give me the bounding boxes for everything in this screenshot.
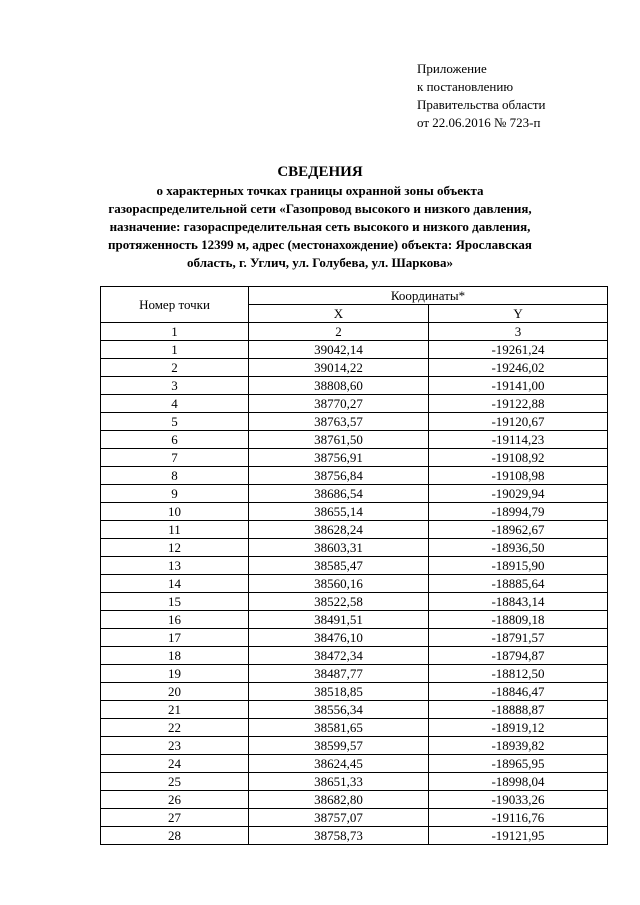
x-coordinate-cell: 38581,65 bbox=[249, 719, 429, 737]
table-row bbox=[101, 809, 608, 827]
appendix-block bbox=[417, 60, 546, 132]
table-row bbox=[101, 467, 608, 485]
point-number-cell: 1 bbox=[101, 341, 249, 359]
x-coordinate-cell: 38628,24 bbox=[249, 521, 429, 539]
table-row bbox=[101, 701, 608, 719]
appendix-line: Правительства области bbox=[417, 97, 546, 112]
x-coordinate-cell: 38518,85 bbox=[249, 683, 429, 701]
table-row bbox=[101, 557, 608, 575]
point-number-cell: 14 bbox=[101, 575, 249, 593]
x-coordinate-cell: 38655,14 bbox=[249, 503, 429, 521]
table-row bbox=[101, 377, 608, 395]
column-number: 2 bbox=[249, 323, 429, 341]
y-coordinate-cell: -18809,18 bbox=[429, 611, 608, 629]
point-number-cell: 27 bbox=[101, 809, 249, 827]
table-row bbox=[101, 755, 608, 773]
header-point-number: Номер точки bbox=[101, 287, 249, 323]
y-coordinate-cell: -19108,92 bbox=[429, 449, 608, 467]
table-row bbox=[101, 359, 608, 377]
table-row bbox=[101, 737, 608, 755]
x-coordinate-cell: 38757,07 bbox=[249, 809, 429, 827]
x-coordinate-cell: 38770,27 bbox=[249, 395, 429, 413]
table-row bbox=[101, 503, 608, 521]
point-number-cell: 6 bbox=[101, 431, 249, 449]
document-title: СВЕДЕНИЯ bbox=[277, 164, 363, 180]
point-number-cell: 8 bbox=[101, 467, 249, 485]
x-coordinate-cell: 38476,10 bbox=[249, 629, 429, 647]
point-number-cell: 10 bbox=[101, 503, 249, 521]
point-number-cell: 7 bbox=[101, 449, 249, 467]
appendix-line: Приложение bbox=[417, 61, 487, 76]
point-number-cell: 26 bbox=[101, 791, 249, 809]
header-x: X bbox=[249, 305, 429, 323]
table-header-row bbox=[101, 287, 608, 305]
column-number: 3 bbox=[429, 323, 608, 341]
point-number-cell: 12 bbox=[101, 539, 249, 557]
table-row bbox=[101, 773, 608, 791]
point-number-cell: 21 bbox=[101, 701, 249, 719]
x-coordinate-cell: 39014,22 bbox=[249, 359, 429, 377]
x-coordinate-cell: 38585,47 bbox=[249, 557, 429, 575]
table-row bbox=[101, 395, 608, 413]
table-row bbox=[101, 665, 608, 683]
table-row bbox=[101, 827, 608, 845]
x-coordinate-cell: 38599,57 bbox=[249, 737, 429, 755]
document-subtitle: о характерных точках границы охранной зоны объекта газораспределительной сети «Газопровод высокого и низкого давления, назначение: газораспределительная сеть высокого и низкого давления, протяженность 12399 м, адрес (местонахождение) объекта: Ярославская область, г. Углич, ул. Голубева, ул. Шаркова» bbox=[108, 183, 532, 270]
point-number-cell: 4 bbox=[101, 395, 249, 413]
point-number-cell: 13 bbox=[101, 557, 249, 575]
y-coordinate-cell: -18888,87 bbox=[429, 701, 608, 719]
y-coordinate-cell: -19120,67 bbox=[429, 413, 608, 431]
y-coordinate-cell: -18812,50 bbox=[429, 665, 608, 683]
table-row bbox=[101, 431, 608, 449]
table-row bbox=[101, 791, 608, 809]
x-coordinate-cell: 38682,80 bbox=[249, 791, 429, 809]
column-number: 1 bbox=[101, 323, 249, 341]
table-row bbox=[101, 683, 608, 701]
x-coordinate-cell: 38756,84 bbox=[249, 467, 429, 485]
point-number-cell: 20 bbox=[101, 683, 249, 701]
y-coordinate-cell: -19121,95 bbox=[429, 827, 608, 845]
point-number-cell: 3 bbox=[101, 377, 249, 395]
header-y: Y bbox=[429, 305, 608, 323]
table-row bbox=[101, 413, 608, 431]
table-row bbox=[101, 647, 608, 665]
table-row bbox=[101, 593, 608, 611]
point-number-cell: 24 bbox=[101, 755, 249, 773]
x-coordinate-cell: 38651,33 bbox=[249, 773, 429, 791]
y-coordinate-cell: -18965,95 bbox=[429, 755, 608, 773]
y-coordinate-cell: -18791,57 bbox=[429, 629, 608, 647]
y-coordinate-cell: -19029,94 bbox=[429, 485, 608, 503]
x-coordinate-cell: 38560,16 bbox=[249, 575, 429, 593]
point-number-cell: 25 bbox=[101, 773, 249, 791]
x-coordinate-cell: 38603,31 bbox=[249, 539, 429, 557]
x-coordinate-cell: 38808,60 bbox=[249, 377, 429, 395]
x-coordinate-cell: 38761,50 bbox=[249, 431, 429, 449]
y-coordinate-cell: -19114,23 bbox=[429, 431, 608, 449]
point-number-cell: 16 bbox=[101, 611, 249, 629]
y-coordinate-cell: -19116,76 bbox=[429, 809, 608, 827]
point-number-cell: 22 bbox=[101, 719, 249, 737]
y-coordinate-cell: -19261,24 bbox=[429, 341, 608, 359]
point-number-cell: 18 bbox=[101, 647, 249, 665]
coordinates-table bbox=[100, 286, 608, 845]
header-coordinates: Координаты* bbox=[249, 287, 608, 305]
y-coordinate-cell: -18994,79 bbox=[429, 503, 608, 521]
x-coordinate-cell: 38756,91 bbox=[249, 449, 429, 467]
y-coordinate-cell: -18919,12 bbox=[429, 719, 608, 737]
point-number-cell: 19 bbox=[101, 665, 249, 683]
document-heading bbox=[100, 162, 540, 272]
y-coordinate-cell: -19141,00 bbox=[429, 377, 608, 395]
point-number-cell: 11 bbox=[101, 521, 249, 539]
point-number-cell: 28 bbox=[101, 827, 249, 845]
y-coordinate-cell: -18936,50 bbox=[429, 539, 608, 557]
y-coordinate-cell: -18962,67 bbox=[429, 521, 608, 539]
y-coordinate-cell: -18998,04 bbox=[429, 773, 608, 791]
y-coordinate-cell: -19122,88 bbox=[429, 395, 608, 413]
x-coordinate-cell: 38491,51 bbox=[249, 611, 429, 629]
x-coordinate-cell: 38472,34 bbox=[249, 647, 429, 665]
x-coordinate-cell: 38763,57 bbox=[249, 413, 429, 431]
point-number-cell: 5 bbox=[101, 413, 249, 431]
x-coordinate-cell: 38522,58 bbox=[249, 593, 429, 611]
table-row bbox=[101, 341, 608, 359]
point-number-cell: 2 bbox=[101, 359, 249, 377]
table-row bbox=[101, 629, 608, 647]
table-row bbox=[101, 449, 608, 467]
x-coordinate-cell: 38487,77 bbox=[249, 665, 429, 683]
x-coordinate-cell: 38686,54 bbox=[249, 485, 429, 503]
table-row bbox=[101, 611, 608, 629]
y-coordinate-cell: -19108,98 bbox=[429, 467, 608, 485]
point-number-cell: 9 bbox=[101, 485, 249, 503]
point-number-cell: 17 bbox=[101, 629, 249, 647]
table-row bbox=[101, 521, 608, 539]
table-row bbox=[101, 719, 608, 737]
table-row bbox=[101, 575, 608, 593]
table-column-numbers-row bbox=[101, 323, 608, 341]
y-coordinate-cell: -18843,14 bbox=[429, 593, 608, 611]
x-coordinate-cell: 38624,45 bbox=[249, 755, 429, 773]
x-coordinate-cell: 38556,34 bbox=[249, 701, 429, 719]
point-number-cell: 23 bbox=[101, 737, 249, 755]
table-row bbox=[101, 539, 608, 557]
point-number-cell: 15 bbox=[101, 593, 249, 611]
y-coordinate-cell: -18846,47 bbox=[429, 683, 608, 701]
table-row bbox=[101, 485, 608, 503]
x-coordinate-cell: 39042,14 bbox=[249, 341, 429, 359]
appendix-line: к постановлению bbox=[417, 79, 514, 94]
y-coordinate-cell: -19246,02 bbox=[429, 359, 608, 377]
appendix-line: от 22.06.2016 № 723-п bbox=[417, 115, 541, 130]
y-coordinate-cell: -18885,64 bbox=[429, 575, 608, 593]
y-coordinate-cell: -18915,90 bbox=[429, 557, 608, 575]
y-coordinate-cell: -18794,87 bbox=[429, 647, 608, 665]
x-coordinate-cell: 38758,73 bbox=[249, 827, 429, 845]
y-coordinate-cell: -18939,82 bbox=[429, 737, 608, 755]
y-coordinate-cell: -19033,26 bbox=[429, 791, 608, 809]
